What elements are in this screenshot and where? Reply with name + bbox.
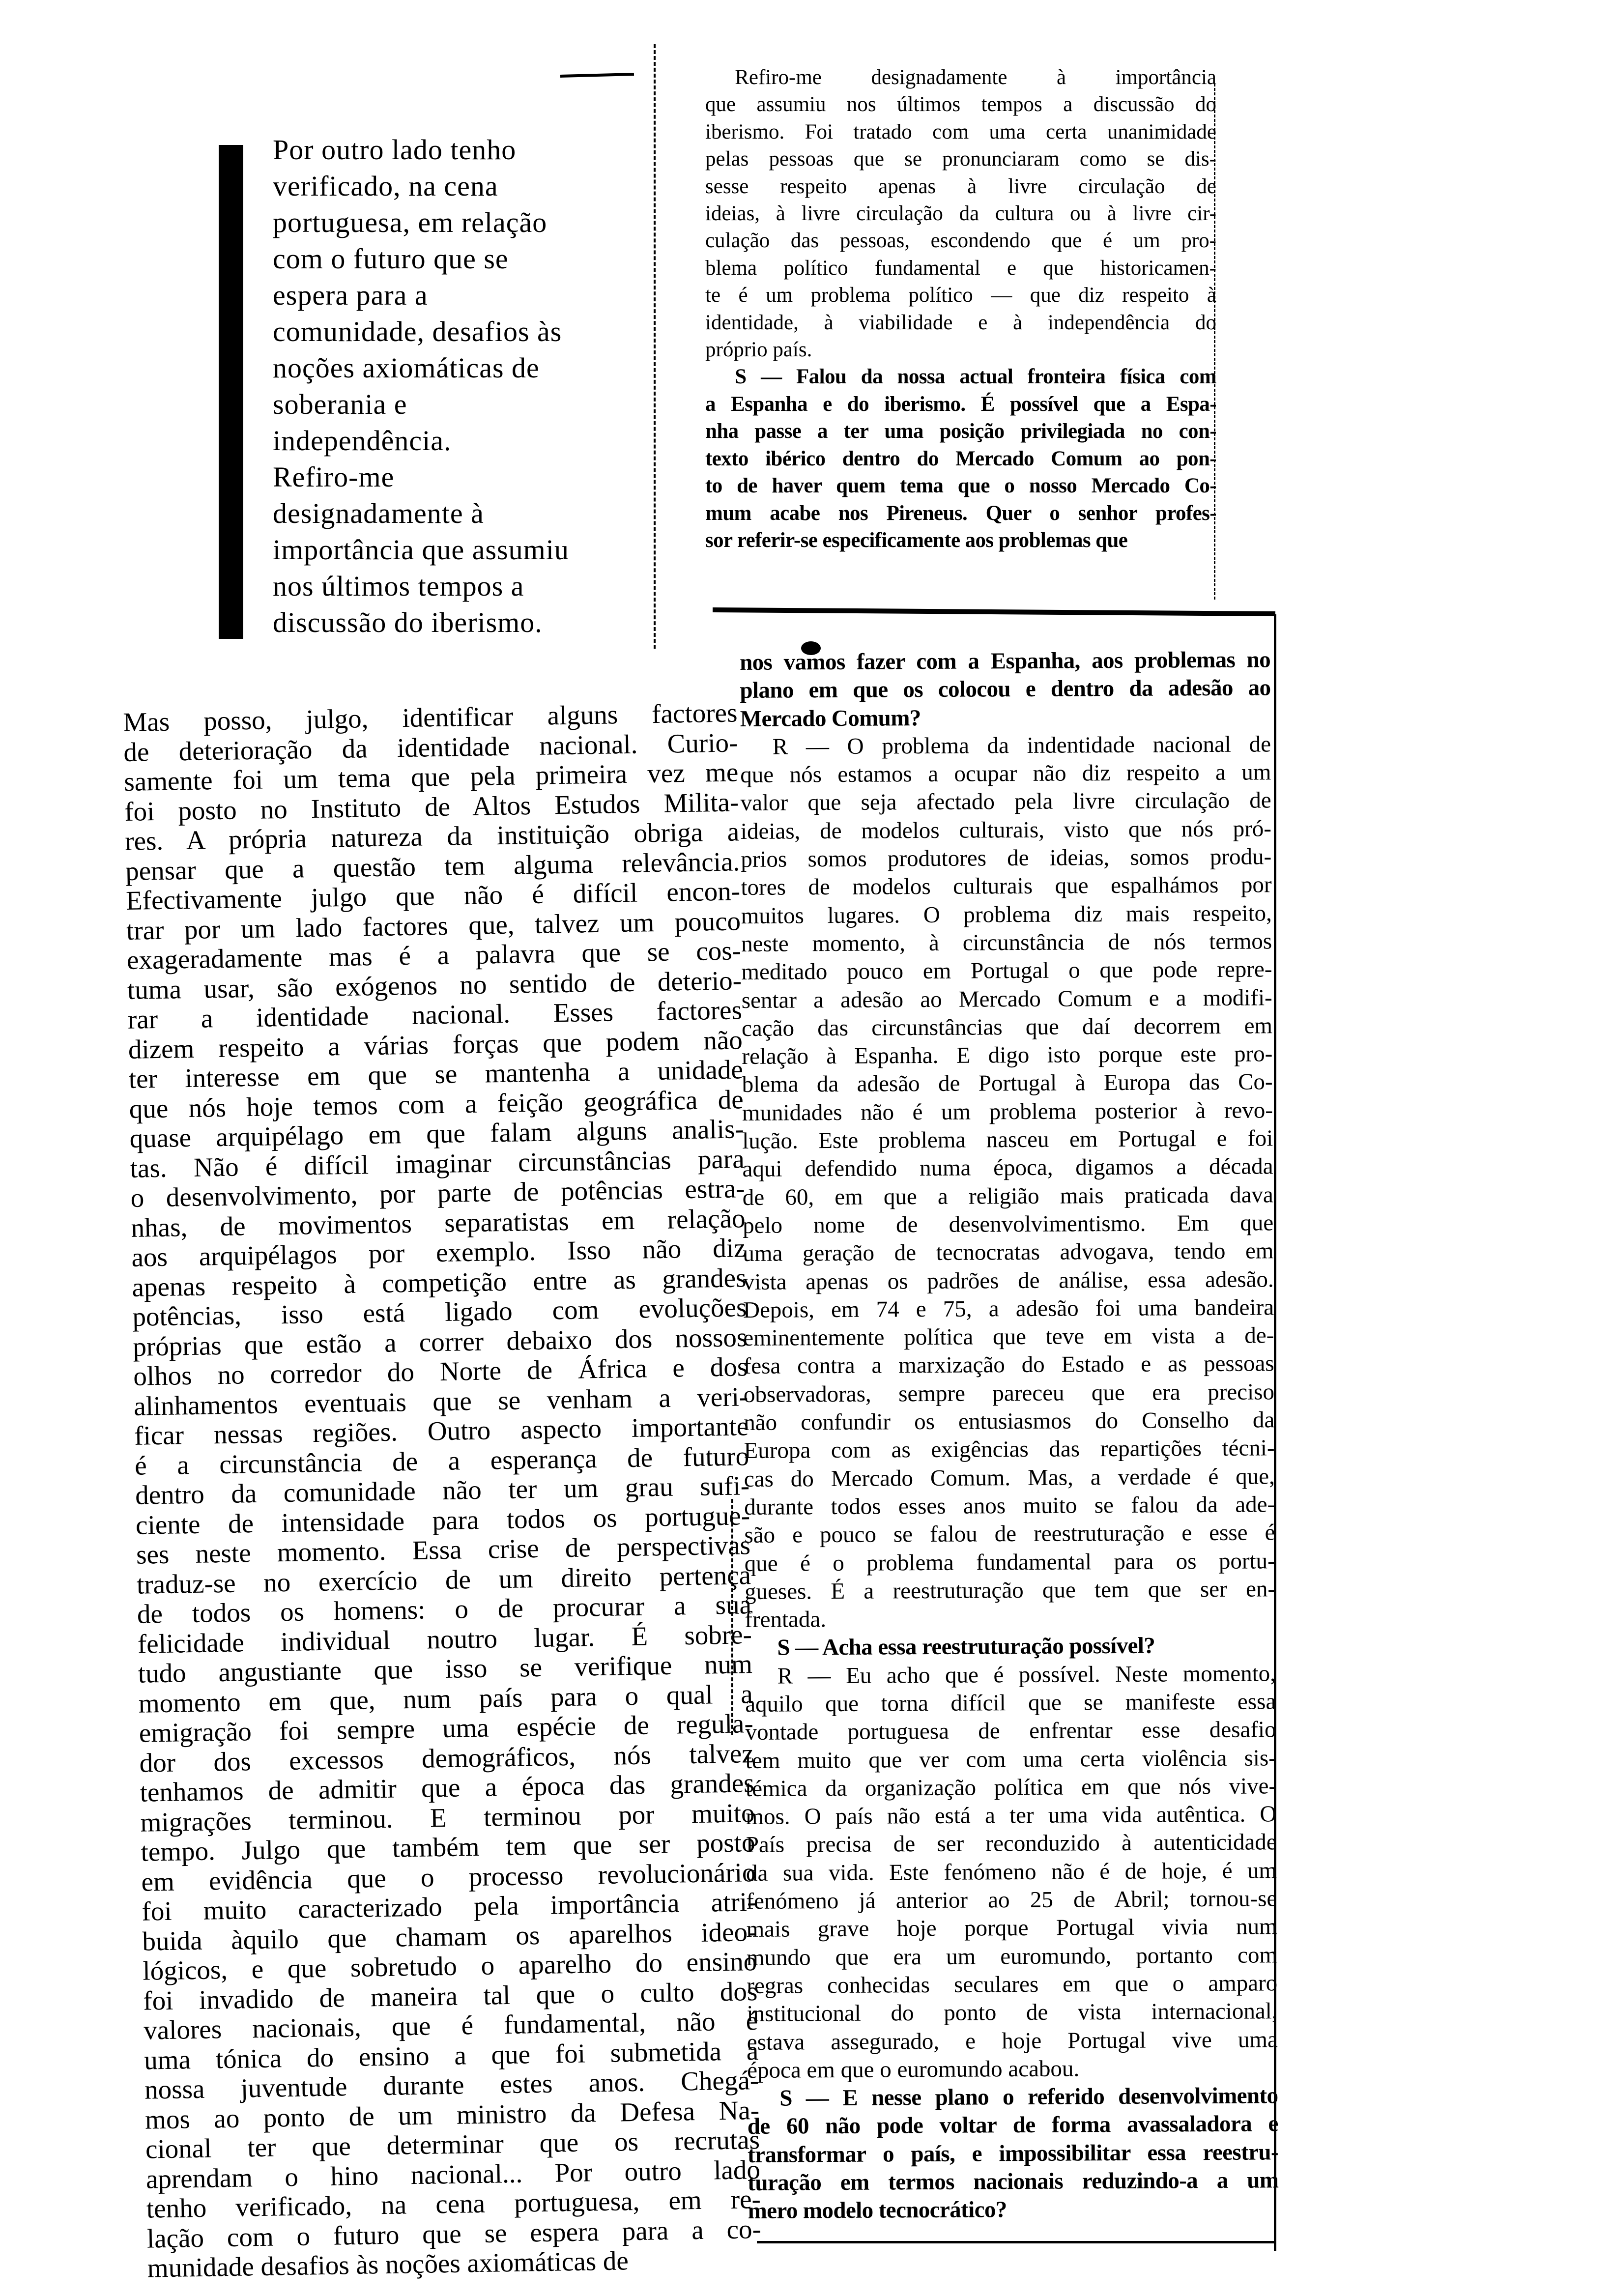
text-line: lação com o futuro que se espera para a co- [146, 2213, 762, 2254]
text-line: cas do Mercado Comum. Mas, a verdade é que, [744, 1463, 1275, 1492]
text-line: tenho verificado, na cena portuguesa, em re- [146, 2183, 761, 2224]
text-line: iberismo. Foi tratado com uma certa unanimidade [705, 120, 1216, 144]
text-line: mero modelo tecnocrático? [748, 2197, 1007, 2224]
text-line: mos. O país não está a ter uma vida autêntica. O [746, 1801, 1277, 1830]
text-line: Efectivamente julgo que não é difícil encon- [125, 876, 741, 916]
text-line: fesa contra a marxização do Estado e as pessoas [743, 1350, 1274, 1379]
text-line: meditado pouco em Portugal o que pode repre- [741, 956, 1272, 985]
text-line: independência. [273, 425, 452, 457]
text-line: aprendam o hino nacional... Por outro lado [145, 2154, 761, 2194]
text-line: tores de modelos culturais que espalhámos por [741, 872, 1272, 901]
text-line: ficar nessas regiões. Outro aspecto importante [134, 1411, 749, 1451]
text-line: próprias que estão a correr debaixo dos nossos [132, 1321, 748, 1362]
text-line: S — Acha essa reestruturação possível? [777, 1633, 1155, 1661]
text-line: buida àquilo que chamam os aparelhos ideo- [142, 1916, 757, 1956]
text-line: frentada. [745, 1607, 827, 1633]
pull-quote [273, 132, 646, 641]
text-line: época em que o euromundo acabou. [747, 2056, 1080, 2083]
text-line: de 60 não pode voltar de forma avassaladora e [747, 2111, 1278, 2140]
paragraph [273, 132, 646, 641]
text-line: são e pouco se falou de reestruturação e esse é [744, 1520, 1275, 1549]
text-line: espera para a [273, 279, 428, 311]
text-line: com o futuro que se [273, 243, 509, 275]
text-line: que nós hoje temos com a feição geográfica de [129, 1084, 744, 1124]
text-line: mum acabe nos Pireneus. Quer o senhor profes- [705, 501, 1216, 525]
text-line: que é o problema fundamental para os portu- [744, 1548, 1275, 1577]
text-line: vontade portuguesa de enfrentar esse desafio [745, 1717, 1276, 1746]
text-line: sentar a adesão ao Mercado Comum e a modifi- [741, 984, 1272, 1013]
text-line: que nós estamos a ocupar não diz respeito a um [740, 759, 1271, 788]
text-line: Mas posso, julgo, identificar alguns factores [122, 697, 738, 737]
text-line: te é um problema político — que diz respeito à [705, 284, 1216, 307]
text-line: a Espanha e do iberismo. É possível que a Espa- [705, 392, 1216, 416]
text-line: blema da adesão de Portugal à Europa das Co- [742, 1069, 1273, 1098]
text-line: não confundir os entusiasmos do Conselho da [744, 1407, 1275, 1435]
pull-quote-bar [219, 145, 243, 639]
text-line: turação em termos nacionais reduzindo-a a um [748, 2167, 1279, 2196]
text-line: exageradamente mas é a palavra que se cos- [126, 935, 742, 975]
text-line: de 60, em que a religião mais praticada dava [742, 1181, 1273, 1210]
paragraph [740, 730, 1276, 1634]
text-line: regras conhecidas seculares em que o amparo [747, 1970, 1278, 1999]
text-line: o desenvolvimento, por parte de potências estra- [130, 1173, 745, 1213]
text-line: ideias, de modelos culturais, visto que nós pró- [740, 816, 1272, 844]
text-line: comunidade, desafios às [273, 316, 562, 347]
text-line: neste momento, à circunstância de nós termos [741, 928, 1272, 957]
text-line: da sua vida. Este fenómeno não é de hoje, é um [746, 1858, 1277, 1886]
text-line: identidade, à viabilidade e à independência do [705, 311, 1216, 334]
text-line: nossa juventude durante estes anos. Chegá- [144, 2065, 759, 2105]
text-line: foi invadido de maneira tal que o culto dos [143, 1976, 758, 2016]
text-line: quase arquipélago em que falam alguns analis- [129, 1114, 745, 1153]
top-short-rule [560, 73, 634, 78]
text-line: nha passe a ter uma posição privilegiada no con- [705, 420, 1216, 443]
text-line: estava assegurado, e hoje Portugal vive uma [747, 2026, 1278, 2055]
text-line: relação à Espanha. E digo isto porque este pro- [742, 1041, 1273, 1070]
text-line: pensar que a questão tem alguma relevância. [125, 846, 740, 886]
text-line: dizem respeito a várias forças que podem não [128, 1024, 743, 1064]
text-line: noções axiomáticas de [273, 352, 540, 384]
text-line: País precisa de ser reconduzido à autenticidade [746, 1829, 1277, 1858]
text-line: nos últimos tempos a [273, 570, 524, 602]
text-line: tem muito que ver com uma certa violência sis- [745, 1745, 1276, 1774]
text-line: aqui defendido numa época, digamos a década [742, 1153, 1273, 1182]
text-line: cional ter que determinar que os recrutas [145, 2124, 760, 2164]
text-line: Europa com as exigências das repartições técni- [744, 1435, 1275, 1464]
text-line: aos arquipélagos por exemplo. Isso não diz [131, 1233, 746, 1272]
text-line: designadamente à [273, 497, 484, 529]
text-line: alinhamentos eventuais que se venham a veri- [133, 1381, 748, 1421]
text-line: gueses. É a reestruturação que tem que ser en- [744, 1576, 1276, 1605]
text-line: Mercado Comum? [740, 705, 921, 732]
text-line: res. A própria natureza da instituição obriga a [124, 816, 740, 856]
text-line: munidade desafios às noções axiomáticas de [147, 2245, 629, 2283]
text-line: S — Falou da nossa actual fronteira física com [735, 365, 1216, 389]
text-line: R — Eu acho que é possível. Neste momento, [777, 1661, 1276, 1689]
text-line: lógicos, e que sobretudo o aparelho do ensino [142, 1946, 757, 1986]
text-line: Depois, em 74 e 75, a adesão foi uma bandeira [743, 1294, 1274, 1323]
text-line: culação das pessoas, escondendo que é um pro- [705, 229, 1216, 253]
text-line: R — O problema da indentidade nacional de [772, 731, 1271, 760]
text-line: Refiro-me designadamente à importância [735, 66, 1216, 89]
text-line: tenhamos de admitir que a época das grandes [140, 1768, 754, 1808]
text-line: durante todos esses anos muito se falou da ade- [744, 1492, 1275, 1520]
text-line: Refiro-me [273, 461, 395, 493]
text-line: tuma usar, são exógenos no sentido de deterio- [127, 965, 742, 1005]
text-line: to de haver quem tema que o nosso Mercado Co- [705, 474, 1216, 498]
paragraph [705, 64, 1216, 363]
text-line: é a circunstância de a esperança de futuro [134, 1440, 749, 1481]
text-line: Por outro lado tenho [273, 134, 517, 166]
text-line: valor que seja afectado pela livre circulação de [740, 787, 1271, 816]
text-line: tas. Não é difícil imaginar circunstâncias para [130, 1143, 745, 1183]
text-line: ideias, à livre circulação da cultura ou à livre cir- [705, 202, 1216, 226]
text-line: em evidência que o processo revolucionário [141, 1857, 756, 1897]
text-line: discussão do iberismo. [273, 606, 543, 638]
paragraph [745, 1660, 1278, 2085]
pull-quote-divider [654, 44, 656, 649]
text-line: olhos no corredor do Norte de África e dos [133, 1351, 748, 1391]
text-line: mais grave hoje porque Portugal vivia num [746, 1914, 1277, 1943]
text-line: eminentemente política que teve em vista a de- [743, 1322, 1274, 1351]
text-line: munidades não é um problema posterior à revo- [742, 1097, 1273, 1126]
text-line: verificado, na cena [273, 170, 498, 202]
text-line: mundo que era um euromundo, portanto com [746, 1942, 1278, 1971]
text-line: sor referir-se especificamente aos problemas que [705, 528, 1128, 552]
text-line: de deterioração da identidade nacional. Curio- [123, 727, 738, 767]
text-line: mos ao ponto de um ministro da Defesa Na- [144, 2095, 760, 2135]
text-line: nhas, de movimentos separatistas em relação [131, 1203, 746, 1243]
text-line: momento em que, num país para o qual a [138, 1678, 753, 1719]
text-line: nos vamos fazer com a Espanha, aos problemas no [740, 647, 1271, 675]
text-line: texto ibérico dentro do Mercado Comum ao pon- [705, 447, 1216, 470]
text-line: pelas pessoas que se pronunciaram como se dis- [705, 147, 1216, 171]
text-line: felicidade individual noutro lugar. É sobre- [137, 1619, 752, 1659]
text-line: valores nacionais, que é fundamental, não é [143, 2006, 758, 2045]
interview-question [740, 646, 1271, 733]
text-line: uma tónica do ensino a que foi submetida a [144, 2035, 759, 2075]
bottom-rule [757, 2241, 1275, 2243]
text-line: tempo. Julgo que também tem que ser posto [141, 1827, 755, 1867]
text-line: soberania e [273, 388, 407, 420]
text-line: portuguesa, em relação [273, 206, 547, 238]
text-line: institucional do ponto de vista internacional, [747, 1998, 1278, 2027]
text-line: rar a identidade nacional. Esses factores [127, 995, 743, 1034]
article-column-left [123, 698, 762, 2283]
text-line: potências, isso está ligado com evoluções [132, 1292, 747, 1332]
section-rule [713, 607, 1275, 616]
text-line: fenómeno já anterior ao 25 de Abril; tornou-se [746, 1886, 1277, 1915]
text-line: dor dos excessos demográficos, nós talvez [139, 1738, 754, 1778]
text-line: uma geração de tecnocratas advogava, tendo em [743, 1238, 1274, 1267]
text-line: foi muito caracterizado pela importância atri- [141, 1887, 756, 1926]
text-line: observadoras, sempre pareceu que era preciso [743, 1379, 1275, 1407]
text-line: témica da organização política em que nós vive- [746, 1773, 1277, 1802]
text-line: apenas respeito à competição entre as grandes [132, 1262, 747, 1302]
interview-question [705, 363, 1216, 554]
text-line: trar por um lado factores que, talvez um pouco [126, 905, 741, 946]
text-line: ter interesse em que se mantenha a unidade [128, 1054, 744, 1094]
text-line: prios somos produtores de ideias, somos produ- [741, 844, 1272, 873]
text-line: próprio país. [705, 338, 812, 362]
text-line: cação das circunstâncias que daí decorrem em [741, 1013, 1273, 1041]
text-line: emigração foi sempre uma espécie de regula- [139, 1708, 754, 1748]
text-line: blema político fundamental e que historicamen- [705, 256, 1216, 280]
text-line: ciente de intensidade para todos os portugue- [135, 1500, 750, 1540]
text-line: que assumiu nos últimos tempos a discussão do [705, 93, 1216, 116]
text-line: S — E nesse plano o referido desenvolvimento [779, 2083, 1278, 2111]
article-column-top-right [705, 64, 1216, 554]
text-line: foi posto no Instituto de Altos Estudos Milita- [124, 786, 739, 827]
text-line: transformar o país, e impossibilitar essa reestru- [747, 2139, 1279, 2168]
interview-question [747, 2082, 1278, 2225]
text-line: pelo nome de desenvolvimentismo. Em que [743, 1210, 1274, 1238]
text-line: traduz-se no exercício de um direito pertença [136, 1559, 751, 1600]
text-line: migrações terminou. E terminou por muito [140, 1797, 755, 1837]
text-line: de todos os homens: o de procurar a sua [137, 1589, 752, 1629]
text-line: aquilo que torna difícil que se manifeste essa [745, 1689, 1276, 1717]
text-line: plano em que os colocou e dentro da adesão ao [740, 675, 1271, 704]
text-line: muitos lugares. O problema diz mais respeito, [741, 900, 1272, 929]
text-line: tudo angustiante que isso se verifique num [138, 1649, 753, 1689]
article-column-right [740, 646, 1279, 2225]
text-line: vista apenas os padrões de análise, essa adesão. [743, 1266, 1274, 1295]
text-line: ses neste momento. Essa crise de perspectivas [136, 1530, 751, 1570]
text-line: importância que assumiu [273, 534, 569, 566]
text-line: sesse respeito apenas à livre circulação de [705, 174, 1216, 198]
interview-question [745, 1632, 1276, 1663]
paragraph [123, 698, 762, 2283]
text-line: lução. Este problema nasceu em Portugal e foi [742, 1125, 1273, 1154]
text-line: dentro da comunidade não ter um grau sufi- [135, 1470, 750, 1510]
text-line: samente foi um tema que pela primeira vez me [123, 757, 739, 797]
